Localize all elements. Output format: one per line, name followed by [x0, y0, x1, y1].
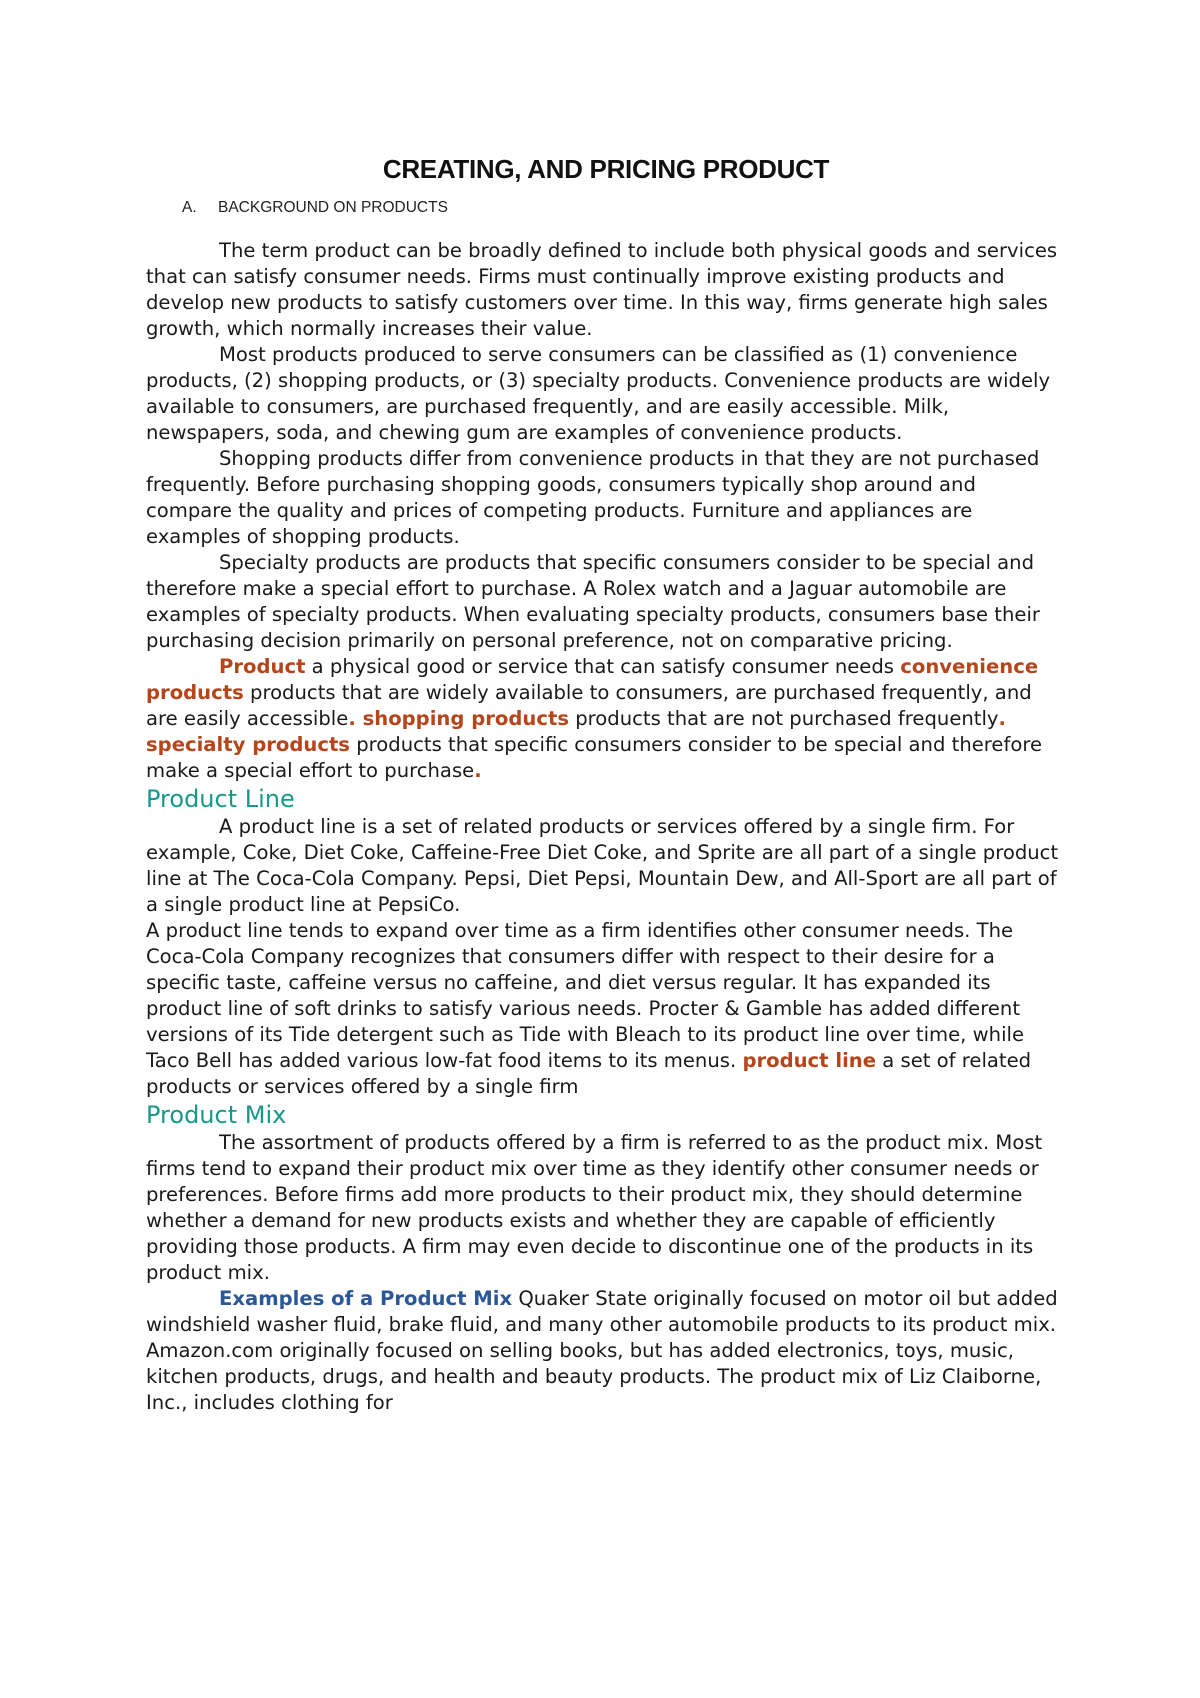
paragraph-product-mix-examples	[146, 1286, 1066, 1416]
term-examples-product-mix: Examples of a Product Mix	[219, 1287, 513, 1310]
section-label: BACKGROUND ON PRODUCTS	[218, 199, 448, 216]
term-product: Product	[219, 655, 306, 678]
paragraph-definitions	[146, 654, 1066, 784]
page-title: CREATING, AND PRICING PRODUCT	[382, 154, 830, 184]
definition-product: a physical good or service that can satisfy consumer needs	[305, 655, 901, 678]
definition-shopping-products: products that are not purchased frequently	[569, 707, 999, 730]
section-letter: A.	[182, 199, 197, 216]
definition-product-line: a set of related products or services offered by a single firm	[146, 1049, 1032, 1098]
term-separator: .	[998, 707, 1006, 730]
term-separator: .	[348, 707, 356, 730]
paragraph-product-mix: The assortment of products offered by a firm is referred to as the product mix. Most firms tend to expand their product mix over time as they identify other consumer needs or preferences. Before firms add more products to their product mix, they should determine whether a demand for new products exists and whether they are capable of efficiently providing those products. A firm may even decide to discontinue one of the products in its product mix.	[146, 1131, 1043, 1284]
section-heading-a	[182, 198, 1066, 218]
term-convenience-products: convenience products	[146, 655, 1039, 704]
paragraph-product-classification: Most products produced to serve consumers can be classified as (1) convenience products, (2) shopping products, or (3) specialty products. Convenience products are widely available to consumers, are purchased frequently, and are easily accessible. Milk, newspapers, soda, and chewing gum are examples of convenience products.	[146, 343, 1051, 444]
heading-product-mix: Product Mix	[146, 1101, 287, 1129]
definition-specialty-products: products that specific consumers consider to be special and therefore make a special effort to purchase	[146, 733, 1043, 782]
paragraph-product-definition: The term product can be broadly defined to include both physical goods and services that can satisfy consumer needs. Firms must continually improve existing products and develop new products to satisfy customers over time. In this way, firms generate high sales growth, which normally increases their value.	[146, 239, 1058, 340]
term-separator: .	[474, 759, 482, 782]
paragraph-shopping-products: Shopping products differ from convenience products in that they are not purchased frequently. Before purchasing shopping goods, consumers typically shop around and compare the quality and prices of competing products. Furniture and appliances are examples of shopping products.	[146, 447, 1040, 548]
term-specialty-products: specialty products	[146, 733, 350, 756]
definition-convenience-products: products that are widely available to consumers, are purchased frequently, and are easily accessible	[146, 681, 1032, 730]
document-page	[146, 140, 1066, 1416]
term-product-line: product line	[742, 1049, 877, 1072]
paragraph-specialty-products: Specialty products are products that specific consumers consider to be special and therefore make a special effort to purchase. A Rolex watch and a Jaguar automobile are examples of specialty products. When evaluating specialty products, consumers base their purchasing decision primarily on personal preference, not on comparative pricing.	[146, 551, 1040, 652]
product-mix-examples-text: Quaker State originally focused on motor oil but added windshield washer fluid, brake fluid, and many other automobile products to its product mix. Amazon.com originally focused on selling books, but has added electronics, toys, music, kitchen products, drugs, and health and beauty products. The product mix of Liz Claiborne, Inc., includes clothing for	[146, 1287, 1058, 1414]
term-shopping-products: shopping products	[355, 707, 569, 730]
paragraph-product-line-expansion	[146, 918, 1066, 1100]
product-line-expansion-text: A product line tends to expand over time as a firm identifies other consumer needs. The Coca-Cola Company recognizes that consumers differ with respect to their desire for a specific taste, caffeine versus no caffeine, and diet versus regular. It has expanded its product line of soft drinks to satisfy various needs. Procter & Gamble has added different versions of its Tide detergent such as Tide with Bleach to its product line over time, while Taco Bell has added various low-fat food items to its menus.	[146, 919, 1025, 1072]
heading-product-line: Product Line	[146, 785, 295, 813]
paragraph-product-line: A product line is a set of related products or services offered by a single firm. For example, Coke, Diet Coke, Caffeine-Free Diet Coke, and Sprite are all part of a single product line at The Coca-Cola Company. Pepsi, Diet Pepsi, Mountain Dew, and All-Sport are all part of a single product line at PepsiCo.	[146, 815, 1059, 916]
